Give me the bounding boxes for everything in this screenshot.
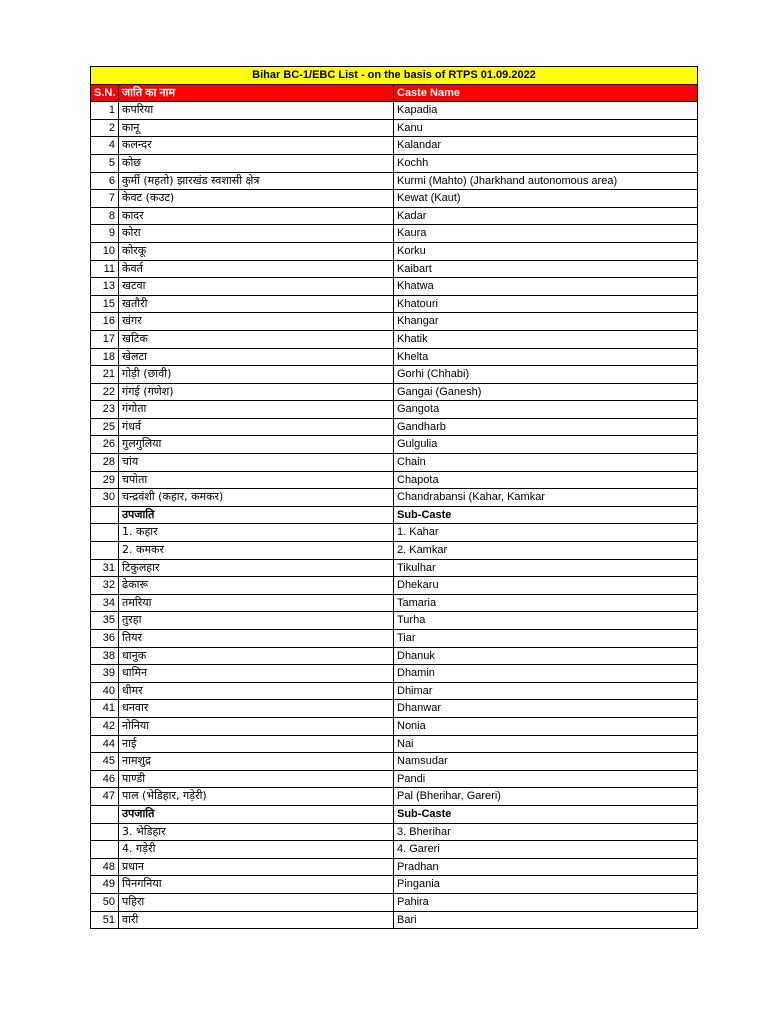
caste-name-cell: Khatwa: [394, 278, 698, 296]
hindi-name-cell: नोनिया: [119, 717, 394, 735]
caste-name-cell: Gulgulia: [394, 436, 698, 454]
table-row: [91, 278, 698, 296]
table-row: [91, 348, 698, 366]
table-row: [91, 594, 698, 612]
caste-name-cell: Korku: [394, 242, 698, 260]
hindi-name-cell: 1. कहार: [119, 524, 394, 542]
table-row: [91, 770, 698, 788]
table-row: [91, 682, 698, 700]
sn-cell: 44: [91, 735, 119, 753]
hindi-name-cell: धीमर: [119, 682, 394, 700]
caste-name-cell: Namsudar: [394, 753, 698, 771]
hindi-name-cell: कलन्दर: [119, 137, 394, 155]
sn-cell: 46: [91, 770, 119, 788]
hindi-name-cell: कादर: [119, 207, 394, 225]
hindi-name-cell: कोरा: [119, 225, 394, 243]
table-row: [91, 207, 698, 225]
sn-cell: 39: [91, 665, 119, 683]
sn-cell: 28: [91, 454, 119, 472]
table-row: [91, 330, 698, 348]
hindi-name-cell: चांय: [119, 454, 394, 472]
caste-name-cell: Dhekaru: [394, 577, 698, 595]
table-row: [91, 225, 698, 243]
sn-cell: 32: [91, 577, 119, 595]
hindi-name-cell: तियर: [119, 630, 394, 648]
hindi-name-cell: कोछ: [119, 154, 394, 172]
sn-cell: 35: [91, 612, 119, 630]
table-row: [91, 190, 698, 208]
hindi-name-cell: गंगई (गणेश): [119, 383, 394, 401]
caste-name-cell: Kochh: [394, 154, 698, 172]
table-row: [91, 366, 698, 384]
sn-cell: 31: [91, 559, 119, 577]
sn-cell: [91, 841, 119, 859]
hindi-name-cell: खेलटा: [119, 348, 394, 366]
sn-cell: 30: [91, 489, 119, 507]
caste-name-cell: 2. Kamkar: [394, 542, 698, 560]
caste-name-cell: Khelta: [394, 348, 698, 366]
table-row: [91, 665, 698, 683]
hindi-name-cell: गोड़ी (छावी): [119, 366, 394, 384]
table-row: [91, 454, 698, 472]
caste-name-cell: Pahira: [394, 893, 698, 911]
table-row: [91, 876, 698, 894]
caste-name-cell: Sub-Caste: [394, 506, 698, 524]
table-row: [91, 489, 698, 507]
sn-cell: 40: [91, 682, 119, 700]
sn-cell: 18: [91, 348, 119, 366]
caste-list-table: [90, 66, 698, 929]
sn-cell: 13: [91, 278, 119, 296]
sn-cell: 6: [91, 172, 119, 190]
sn-cell: 48: [91, 858, 119, 876]
hindi-name-cell: ढेकारू: [119, 577, 394, 595]
sn-cell: 29: [91, 471, 119, 489]
hindi-name-cell: वारी: [119, 911, 394, 929]
caste-name-cell: Dhamin: [394, 665, 698, 683]
sn-cell: 11: [91, 260, 119, 278]
caste-name-cell: Pingania: [394, 876, 698, 894]
hindi-name-cell: तमरिया: [119, 594, 394, 612]
caste-name-cell: 4. Gareri: [394, 841, 698, 859]
hindi-name-cell: केवट (कउट): [119, 190, 394, 208]
hindi-name-cell: केवर्त: [119, 260, 394, 278]
caste-name-cell: Kapadia: [394, 102, 698, 120]
sn-cell: 25: [91, 418, 119, 436]
sn-cell: 4: [91, 137, 119, 155]
table-row: [91, 506, 698, 524]
sn-cell: 7: [91, 190, 119, 208]
header-hindi-name: जाति का नाम: [119, 84, 394, 102]
caste-name-cell: Nonia: [394, 717, 698, 735]
sn-cell: 49: [91, 876, 119, 894]
table-row: [91, 295, 698, 313]
hindi-name-cell: 2. कमकर: [119, 542, 394, 560]
table-row: [91, 700, 698, 718]
hindi-name-cell: नाई: [119, 735, 394, 753]
hindi-name-cell: कोरकू: [119, 242, 394, 260]
sn-cell: 23: [91, 401, 119, 419]
sn-cell: 5: [91, 154, 119, 172]
caste-name-cell: Dhanwar: [394, 700, 698, 718]
sn-cell: 1: [91, 102, 119, 120]
table-row: [91, 242, 698, 260]
caste-name-cell: Khatik: [394, 330, 698, 348]
sn-cell: 17: [91, 330, 119, 348]
table-row: [91, 524, 698, 542]
hindi-name-cell: धानुक: [119, 647, 394, 665]
sn-cell: 10: [91, 242, 119, 260]
sn-cell: 16: [91, 313, 119, 331]
header-caste-name: Caste Name: [394, 84, 698, 102]
hindi-name-cell: धनवार: [119, 700, 394, 718]
hindi-name-cell: तुरहा: [119, 612, 394, 630]
sn-cell: [91, 805, 119, 823]
table-row: [91, 383, 698, 401]
table-row: [91, 102, 698, 120]
header-row: [91, 84, 698, 102]
hindi-name-cell: कपरिया: [119, 102, 394, 120]
title-row: [91, 67, 698, 85]
document-title: Bihar BC-1/EBC List - on the basis of RTPS 01.09.2022: [91, 67, 698, 85]
hindi-name-cell: पाल (भेडिहार, गड़ेरी): [119, 788, 394, 806]
table-row: [91, 172, 698, 190]
sn-cell: 45: [91, 753, 119, 771]
hindi-name-cell: खटिक: [119, 330, 394, 348]
table-row: [91, 260, 698, 278]
table-row: [91, 137, 698, 155]
caste-name-cell: Kurmi (Mahto) (Jharkhand autonomous area): [394, 172, 698, 190]
hindi-name-cell: टिकुलहार: [119, 559, 394, 577]
sn-cell: 26: [91, 436, 119, 454]
caste-name-cell: Tamaria: [394, 594, 698, 612]
hindi-name-cell: पिनगनिया: [119, 876, 394, 894]
hindi-name-cell: 4. गड़ेरी: [119, 841, 394, 859]
hindi-name-cell: कानू: [119, 119, 394, 137]
hindi-name-cell: नामशुद्र: [119, 753, 394, 771]
hindi-name-cell: कुर्मी (महतो) झारखंड स्वशासी क्षेत्र: [119, 172, 394, 190]
table-row: [91, 805, 698, 823]
hindi-name-cell: खटवा: [119, 278, 394, 296]
table-row: [91, 577, 698, 595]
table-row: [91, 418, 698, 436]
hindi-name-cell: खंगर: [119, 313, 394, 331]
sn-cell: 34: [91, 594, 119, 612]
table-row: [91, 401, 698, 419]
table-row: [91, 717, 698, 735]
table-row: [91, 559, 698, 577]
sn-cell: 51: [91, 911, 119, 929]
sn-cell: 41: [91, 700, 119, 718]
table-row: [91, 436, 698, 454]
table-row: [91, 612, 698, 630]
caste-name-cell: Khatouri: [394, 295, 698, 313]
hindi-name-cell: चपोता: [119, 471, 394, 489]
caste-name-cell: 3. Bherihar: [394, 823, 698, 841]
hindi-name-cell: उपजाति: [119, 506, 394, 524]
caste-name-cell: Kaibart: [394, 260, 698, 278]
table-row: [91, 858, 698, 876]
table-row: [91, 841, 698, 859]
sn-cell: 47: [91, 788, 119, 806]
table-row: [91, 471, 698, 489]
caste-name-cell: Kewat (Kaut): [394, 190, 698, 208]
table-row: [91, 911, 698, 929]
sn-cell: 22: [91, 383, 119, 401]
sn-cell: 15: [91, 295, 119, 313]
caste-name-cell: Gangota: [394, 401, 698, 419]
table-row: [91, 313, 698, 331]
hindi-name-cell: धामिन: [119, 665, 394, 683]
hindi-name-cell: गंधर्व: [119, 418, 394, 436]
caste-name-cell: Gandharb: [394, 418, 698, 436]
caste-name-cell: Kaura: [394, 225, 698, 243]
caste-name-cell: 1. Kahar: [394, 524, 698, 542]
table-row: [91, 647, 698, 665]
hindi-name-cell: खतौरी: [119, 295, 394, 313]
caste-name-cell: Kalandar: [394, 137, 698, 155]
sn-cell: [91, 542, 119, 560]
hindi-name-cell: पाण्डी: [119, 770, 394, 788]
sn-cell: 42: [91, 717, 119, 735]
caste-name-cell: Dhimar: [394, 682, 698, 700]
sn-cell: 38: [91, 647, 119, 665]
table-row: [91, 542, 698, 560]
table-row: [91, 735, 698, 753]
sn-cell: 8: [91, 207, 119, 225]
table-row: [91, 154, 698, 172]
caste-name-cell: Dhanuk: [394, 647, 698, 665]
hindi-name-cell: पहिरा: [119, 893, 394, 911]
hindi-name-cell: 3. भेडिहार: [119, 823, 394, 841]
table-row: [91, 788, 698, 806]
caste-name-cell: Gorhi (Chhabi): [394, 366, 698, 384]
caste-name-cell: Tiar: [394, 630, 698, 648]
hindi-name-cell: गंगोता: [119, 401, 394, 419]
hindi-name-cell: प्रधान: [119, 858, 394, 876]
caste-name-cell: Turha: [394, 612, 698, 630]
table-row: [91, 823, 698, 841]
sn-cell: [91, 524, 119, 542]
caste-name-cell: Kadar: [394, 207, 698, 225]
caste-name-cell: Khangar: [394, 313, 698, 331]
caste-name-cell: Nai: [394, 735, 698, 753]
sn-cell: 2: [91, 119, 119, 137]
sn-cell: 36: [91, 630, 119, 648]
sn-cell: [91, 506, 119, 524]
caste-name-cell: Sub-Caste: [394, 805, 698, 823]
table-row: [91, 753, 698, 771]
caste-name-cell: Chandrabansi (Kahar, Kamkar: [394, 489, 698, 507]
caste-name-cell: Pal (Bherihar, Gareri): [394, 788, 698, 806]
caste-name-cell: Kanu: [394, 119, 698, 137]
table-row: [91, 630, 698, 648]
sn-cell: [91, 823, 119, 841]
sn-cell: 50: [91, 893, 119, 911]
table-row: [91, 893, 698, 911]
caste-name-cell: Gangai (Ganesh): [394, 383, 698, 401]
caste-name-cell: Pandi: [394, 770, 698, 788]
sn-cell: 9: [91, 225, 119, 243]
caste-name-cell: Chain: [394, 454, 698, 472]
table-row: [91, 119, 698, 137]
sn-cell: 21: [91, 366, 119, 384]
caste-name-cell: Bari: [394, 911, 698, 929]
caste-name-cell: Tikulhar: [394, 559, 698, 577]
caste-name-cell: Pradhan: [394, 858, 698, 876]
hindi-name-cell: गुलगुलिया: [119, 436, 394, 454]
caste-name-cell: Chapota: [394, 471, 698, 489]
hindi-name-cell: उपजाति: [119, 805, 394, 823]
header-sn: S.N.: [91, 84, 119, 102]
hindi-name-cell: चन्द्रवंशी (कहार, कमकर): [119, 489, 394, 507]
